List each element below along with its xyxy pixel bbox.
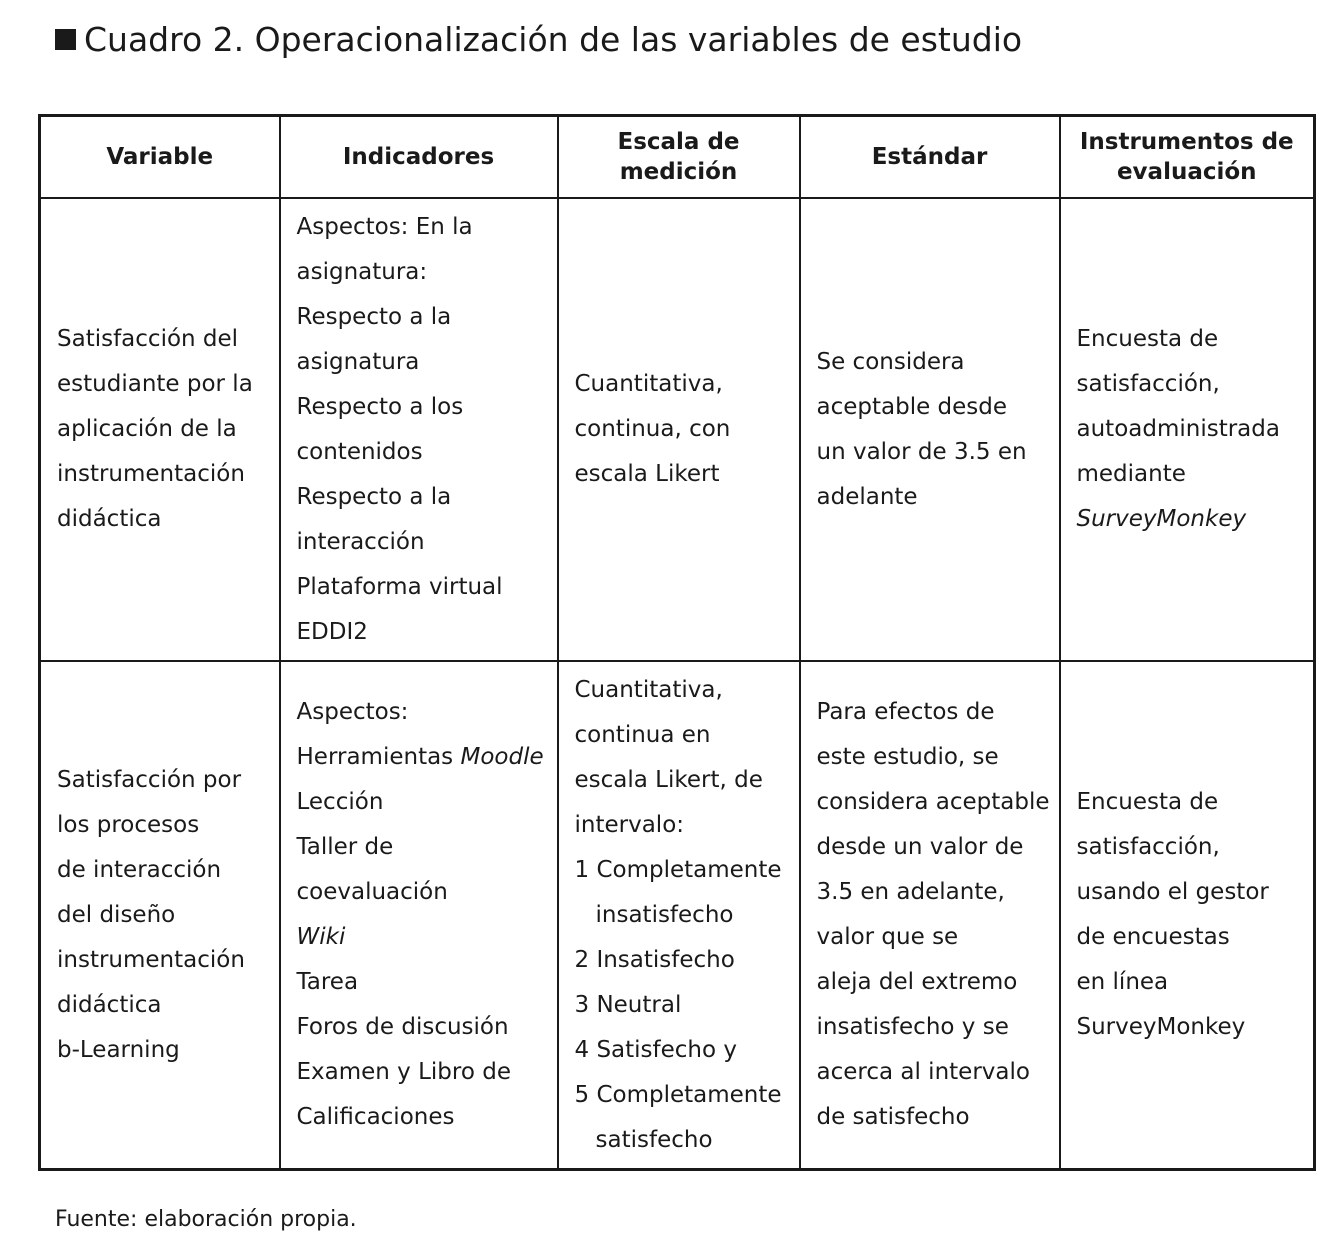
cell-line: didáctica xyxy=(57,991,162,1018)
cell-escala xyxy=(558,198,800,661)
cell-line: considera aceptable xyxy=(816,789,1050,815)
cell-instrumentos xyxy=(1060,661,1315,1170)
cell-estandar xyxy=(800,661,1060,1170)
cell-line: SurveyMonkey xyxy=(1076,506,1247,532)
header-estandar: Estándar xyxy=(800,116,1060,199)
cell-line: Se considera xyxy=(816,348,965,375)
header-row xyxy=(40,116,1315,199)
cell-line: EDDI2 xyxy=(296,618,368,645)
cell-instrumentos xyxy=(1060,198,1315,661)
cell-line: valor que se xyxy=(816,924,959,950)
cell-line: Plataforma virtual xyxy=(296,573,503,600)
cell-line: Encuesta de xyxy=(1076,789,1219,815)
cell-line-italic: Moodle xyxy=(460,744,544,770)
cell-line: 2 Insatisfecho xyxy=(574,946,735,973)
cell-line: satisfecho xyxy=(595,1126,713,1153)
cell-line: asignatura xyxy=(296,348,420,375)
header-indicadores: Indicadores xyxy=(280,116,558,199)
cell-line: de interacción xyxy=(57,856,222,883)
cell-line: en línea xyxy=(1076,969,1169,995)
cell-line-text: Herramientas xyxy=(296,744,461,770)
cell-line: Respecto a la xyxy=(296,483,452,510)
cell-line: intervalo: xyxy=(574,811,685,838)
cell-line: Taller de xyxy=(296,834,394,860)
cell-line: del diseño xyxy=(57,901,176,928)
cell-line: usando el gestor xyxy=(1076,879,1269,905)
cell-line: insatisfecho xyxy=(595,901,734,928)
cell-line: escala Likert, de xyxy=(574,766,763,793)
cell-line: instrumentación xyxy=(57,461,245,487)
cell-line: 4 Satisfecho y xyxy=(574,1036,737,1063)
cell-line: Foros de discusión xyxy=(296,1014,509,1040)
cell-line: de encuestas xyxy=(1076,924,1230,950)
cell-line: autoadministrada xyxy=(1076,416,1280,442)
cell-line: Cuantitativa, xyxy=(574,371,723,397)
cell-line: aplicación de la xyxy=(57,416,237,442)
cell-variable xyxy=(40,661,280,1170)
cell-line: Examen y Libro de xyxy=(296,1059,511,1085)
cell-line: Satisfacción por xyxy=(57,766,242,793)
cell-line: mediante xyxy=(1076,461,1186,487)
header-escala: Escala de medición xyxy=(558,116,800,199)
cell-line: adelante xyxy=(816,483,918,510)
cell-line: acerca al intervalo xyxy=(816,1059,1030,1085)
cell-line: didáctica xyxy=(57,506,162,532)
cell-line: 3 Neutral xyxy=(574,991,682,1018)
cell-line: escala Likert xyxy=(574,461,720,487)
cell-line: Cuantitativa, xyxy=(574,676,723,703)
table-caption xyxy=(55,18,1022,62)
cell-line: aleja del extremo xyxy=(816,969,1018,995)
cell-line: los procesos xyxy=(57,811,200,838)
header-variable: Variable xyxy=(40,116,280,199)
cell-line: Para efectos de xyxy=(816,699,995,725)
cell-line: asignatura: xyxy=(296,258,428,285)
cell-line: Lección xyxy=(296,789,384,815)
cell-line: instrumentación xyxy=(57,946,245,973)
cell-line: 3.5 en adelante, xyxy=(816,879,1005,905)
cell-line: interacción xyxy=(296,528,425,555)
cell-line: un valor de 3.5 en xyxy=(816,438,1027,465)
cell-line: Satisfacción del xyxy=(57,326,239,352)
cell-line: SurveyMonkey xyxy=(1076,1014,1246,1040)
cell-line: Aspectos: xyxy=(296,699,409,725)
table-row xyxy=(40,661,1315,1170)
cell-line: 5 Completamente xyxy=(574,1081,782,1108)
cell-line: satisfacción, xyxy=(1076,371,1220,397)
cell-variable xyxy=(40,198,280,661)
cell-line: 1 Completamente xyxy=(574,856,782,883)
cell-line: contenidos xyxy=(296,438,423,465)
cell-escala xyxy=(558,661,800,1170)
cell-line: de satisfecho xyxy=(816,1104,970,1130)
cell-line: aceptable desde xyxy=(816,393,1008,420)
cell-line: Encuesta de xyxy=(1076,326,1219,352)
cell-line: Wiki xyxy=(296,924,346,950)
cell-line: Respecto a la xyxy=(296,303,452,330)
cell-line: estudiante por la xyxy=(57,371,253,397)
cell-line xyxy=(297,735,543,780)
operationalization-table xyxy=(38,114,1316,1171)
header-instrumentos: Instrumentos de evaluación xyxy=(1060,116,1315,199)
cell-line: Calificaciones xyxy=(296,1104,455,1130)
table-caption-text: Cuadro 2. Operacionalización de las variables de estudio xyxy=(84,20,1023,59)
cell-line: este estudio, se xyxy=(816,744,999,770)
cell-line: coevaluación xyxy=(296,879,448,905)
table-row xyxy=(40,198,1315,661)
cell-indicadores xyxy=(280,198,558,661)
cell-line: satisfacción, xyxy=(1076,834,1220,860)
cell-line: Tarea xyxy=(296,969,359,995)
cell-line: desde un valor de xyxy=(816,834,1024,860)
cell-line: insatisfecho y se xyxy=(816,1014,1009,1040)
square-bullet-icon xyxy=(55,29,76,50)
source-note: Fuente: elaboración propia. xyxy=(55,1207,357,1232)
cell-line: b-Learning xyxy=(57,1036,180,1063)
cell-estandar xyxy=(800,198,1060,661)
cell-line: Respecto a los xyxy=(296,393,464,420)
cell-line: Aspectos: En la xyxy=(296,213,473,240)
cell-line: continua en xyxy=(574,721,711,748)
cell-indicadores xyxy=(280,661,558,1170)
cell-line: continua, con xyxy=(574,416,731,442)
